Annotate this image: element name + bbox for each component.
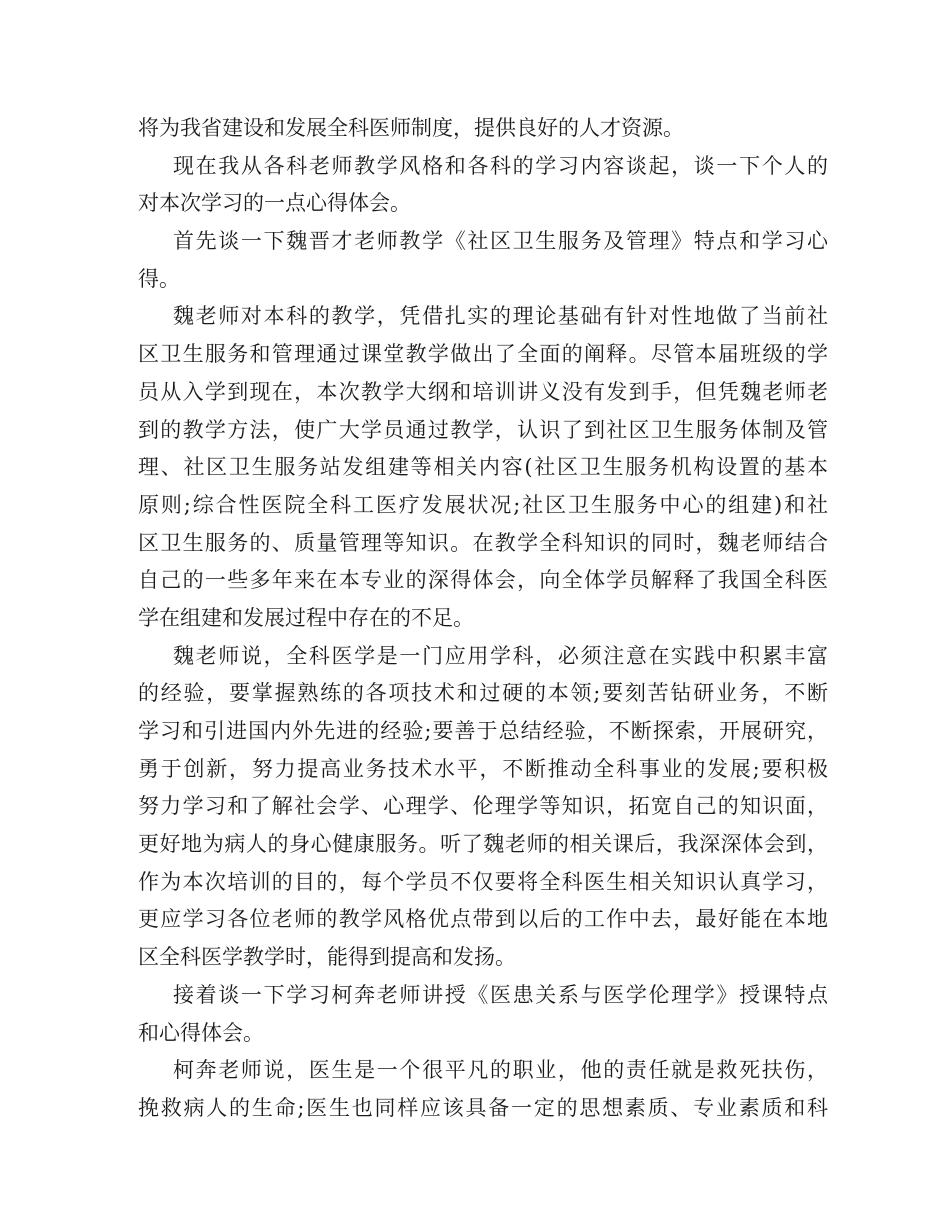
text-line: 更应学习各位老师的教学风格优点带到以后的工作中去，最好能在本地 xyxy=(138,907,828,932)
text-line: 接着谈一下学习柯奔老师讲授《医患关系与医学伦理学》授课特点 xyxy=(173,982,828,1007)
text-line: 和心得体会。 xyxy=(138,1020,264,1045)
text-line: 得。 xyxy=(138,266,180,291)
text-line: 学在组建和发展过程中存在的不足。 xyxy=(138,605,474,630)
text-line: 的经验，要掌握熟练的各项技术和过硬的本领;要刻苦钻研业务，不断 xyxy=(138,681,828,706)
text-line: 到的教学方法，使广大学员通过教学，认识了到社区卫生服务体制及管 xyxy=(138,417,828,442)
text-line: 区卫生服务和管理通过课堂教学做出了全面的阐释。尽管本届班级的学 xyxy=(138,342,828,367)
text-line: 现在我从各科老师教学风格和各科的学习内容谈起，谈一下个人的 xyxy=(173,153,828,178)
text-line: 更好地为病人的身心健康服务。听了魏老师的相关课后，我深深体会到， xyxy=(138,832,828,857)
text-line: 原则;综合性医院全科工医疗发展状况;社区卫生服务中心的组建)和社 xyxy=(138,492,828,517)
text-line: 自己的一些多年来在本专业的深得体会，向全体学员解释了我国全科医 xyxy=(138,568,828,593)
text-line: 区全科医学教学时，能得到提高和发扬。 xyxy=(138,945,516,970)
text-line: 魏老师对本科的教学，凭借扎实的理论基础有针对性地做了当前社 xyxy=(173,304,828,329)
text-line: 挽救病人的生命;医生也同样应该具备一定的思想素质、专业素质和科 xyxy=(138,1095,828,1120)
text-line: 魏老师说，全科医学是一门应用学科，必须注意在实践中积累丰富 xyxy=(173,643,828,668)
text-line: 首先谈一下魏晋才老师教学《社区卫生服务及管理》特点和学习心 xyxy=(173,229,828,254)
text-line: 对本次学习的一点心得体会。 xyxy=(138,191,411,216)
text-line: 柯奔老师说，医生是一个很平凡的职业，他的责任就是救死扶伤， xyxy=(173,1058,828,1083)
text-line: 学习和引进国内外先进的经验;要善于总结经验，不断探索，开展研究， xyxy=(138,719,828,743)
text-line: 将为我省建设和发展全科医师制度，提供良好的人才资源。 xyxy=(138,116,684,140)
text-line: 理、社区卫生服务站发组建等相关内容(社区卫生服务机构设置的基本 xyxy=(138,455,828,480)
text-line: 员从入学到现在，本次教学大纲和培训讲义没有发到手，但凭魏老师老 xyxy=(138,379,828,404)
text-line: 努力学习和了解社会学、心理学、伦理学等知识，拓宽自己的知识面， xyxy=(138,794,828,819)
text-line: 作为本次培训的目的，每个学员不仅要将全科医生相关知识认真学习， xyxy=(138,869,828,894)
text-line: 勇于创新，努力提高业务技术水平，不断推动全科事业的发展;要积极 xyxy=(138,756,828,781)
text-line: 区卫生服务的、质量管理等知识。在教学全科知识的同时，魏老师结合 xyxy=(138,530,828,555)
document-body xyxy=(138,110,828,1128)
